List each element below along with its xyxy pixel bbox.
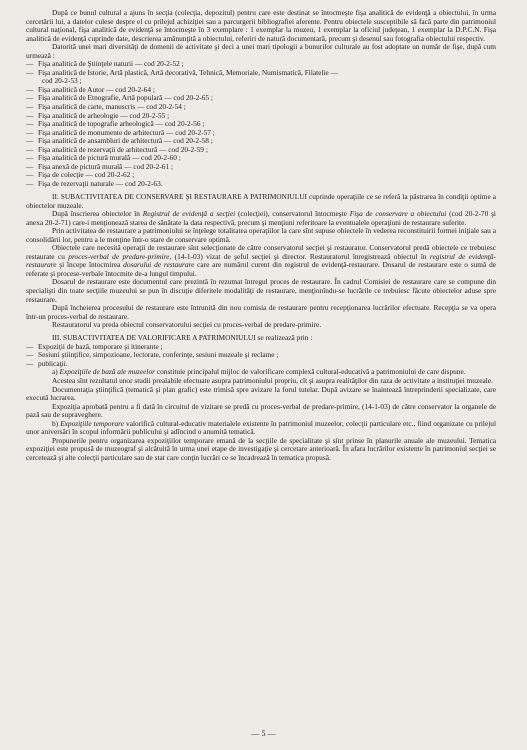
- list-item: — publicaţii.: [26, 358, 68, 368]
- section-iii-paragraph: Acestea sînt rezultatul unor studii prealabile efectuate asupra patrimoniului propriu, cît şi asupra realităţilor din raza de activitate a instituţiei muzeale.: [52, 375, 493, 385]
- section-iii-heading: III. SUBACTIVITATEA DE VALORIFICARE A PATRIMONIULUI se realizează prin :: [52, 333, 313, 343]
- section-ii-paragraph: Prin activitatea de restaurare a patrimoniului se înţelege totalitatea operaţiilor la care sînt supuse obiectele în vederea reconstituirii formei iniţiale sau a consolidării lor, pentru a le menţine într-o stare de conservare optimă.: [26, 226, 496, 244]
- diversity-paragraph: Datorită unei mari diversităţi de domenii de activitate şi deci a unei mari tipologii a bunurilor culturale au fost adoptate un număr de fişe, după cum urmează :: [26, 42, 496, 60]
- list-item: — Sesiuni ştiinţifice, simpozioane, lectorate, conferinţe, sesiuni muzeale şi reclame ;: [26, 350, 279, 360]
- section-ii-paragraph: După încheierea procesului de restaurare este întrunită din nou comisia de restaurare pentru recepţionarea lucrărilor efectuate. Recepţia se va opera într-un proces-verbal de restaurare.: [26, 303, 496, 321]
- list-item: — Fişa anexă de pictură murală — cod 20-2-61 ;: [26, 161, 173, 171]
- list-item: — Fişa analitică de monumente de arhitectură — cod 20-2-57 ;: [26, 127, 215, 137]
- list-item: — Fişa analitică de Istorie, Artă plastică, Artă decorativă, Tehnică, Memoriale, Numismatică, Filatelie — cod 20-2-53 ;: [26, 67, 338, 86]
- section-ii-paragraph: Dosarul de restaurare este documentul care prezintă în rezumat întregul proces de restaurare. În cadrul Comisiei de restaurare care se compune din specialişti din toate secţiile muzeului se pun în discuţie diferitele modalităţi de restaurare, menţionîndu-se lucrările ce trebuiesc făcute obiectelor aduse spre restaurare.: [26, 277, 496, 304]
- valorificare-list: [26, 343, 496, 369]
- list-item: — Fişa analitică de ansambluri de arhitectură — cod 20-2-58 ;: [26, 136, 213, 146]
- section-ii-heading: II. SUBACTIVITATEA DE CONSERVARE ŞI RESTAURARE A PATRIMONIULUI cuprinde operaţiile ce se referă la păstrarea în condiţii optime a obiectelor muzeale.: [26, 191, 496, 210]
- section-iii-paragraph: a) Expoziţiile de bază ale muzeelor constituie principalul mijloc de valorificare complexă cultural-educativă a patrimoniului de care dispune.: [52, 367, 466, 377]
- list-item: — Fişa analitică de Ştiinţele naturii — cod 20-2-52 ;: [26, 59, 184, 69]
- section-iii-paragraph: Documentaţia ştiinţifică (tematică şi plan grafic) este trimisă spre avizare la forul tutelar. După avizare se înaintează întreprinderii specializate, care execută lucrarea.: [26, 384, 496, 403]
- list-item: — Fişa de colecţie — cod 20-2-62 ;: [26, 170, 135, 180]
- list-item: — Fişa analitică de pictură murală — cod 20-2-60 ;: [26, 153, 181, 163]
- section-ii-paragraph: După înscrierea obiectelor în Registrul de evidenţă a secţiei (colecţiei), conservatorul întocmeşte Fişa de conservare a obiectului (cod 20-2-70 şi anexa 20-2-71) care-i menţionează starea de sănătate la data respectivă, precum şi menţiuni referitoare la eventualele operaţiuni de restaurare suferite.: [26, 209, 496, 227]
- page-number: — 5 —: [251, 729, 276, 738]
- fise-list: [26, 60, 496, 188]
- section-ii-paragraph: Obiectele care necesită operaţii de restaurare sînt selecţionate de către conservatorul secţiei şi restaurator. Conservatorul predă obiectele ce trebuiesc restaurate cu proces-verbal de predare-primire, (14-1-03) vizat de şeful secţiei şi director. Restauratorul înregistrează obiectul în registrul de evidenţă-restaurare şi începe întocmirea dosarului de restaurare care are numărul curent din registrul de evidenţă-restaurare. Dosarul de restaurare este o sumă de referate şi procese-verbale întocmite de-a lungul timpului.: [26, 243, 496, 278]
- section-iii-paragraph: b) Expoziţiile temporare valorifică cultural-educativ materialele existente în patrimoniul muzeelor, colecţii particulare etc., fiind organizate cu prilejul unor aniversări în scopul informării publicului şi adîncind o anumită tematică.: [26, 418, 496, 437]
- list-item: — Fişa analitică de rezervaţii de arhitectură — cod 20-2-59 ;: [26, 144, 208, 154]
- intro-paragraph: După ce bunul cultural a ajuns în secţia (colecţia, depozitul) pentru care este destinat se întocmeşte fişa analitică de evidenţă a obiectului, în urma cercetării lui, a datelor culese despre el cu prilejul achiziţiei sau a parcurgerii bibliografiei aferente. Pentru obiectele susceptibile să facă parte din patrimoniul cultural naţional, fişa analitică de evidenţă se întocmeşte în 3 exemplare : 1 exemplar la muzeu, 1 exemplar la oficiul judeţean, 1 exemplar la D.P.C.N. Fişa analitică de evidenţă cuprinde date, descrierea amănunţită a obiectului, referiri de natură documentară, precum şi desenul sau fotografia obiectului respectiv.: [26, 8, 496, 43]
- list-item: — Expoziţii de bază, temporare şi itinerante ;: [26, 341, 163, 351]
- list-item: — Fişa analitică de Autor — cod 20-2-64 ;: [26, 84, 155, 94]
- section-ii-paragraph: Restauratorul va preda obiectul conservatorului secţiei cu proces-verbal de predare-primire.: [52, 320, 322, 330]
- section-iii-paragraph: Propunerile pentru organizarea expoziţiilor temporare emană de la secţiile de specialitate şi sînt prinse în planurile anuale ale muzeului. Tematica expoziţiei este propusă de muzeograf şi alcătuită în urma unei etape de investigaţie şi cercetare anterioară. În afara lucrărilor existente în patrimoniul secţiei se cercetează şi alte colecţii particulare sau de stat care conţin lucrări ce se încadrează în tematica propusă.: [26, 435, 496, 462]
- list-item: — Fişa de rezervaţii naturale — cod 20-2-63.: [26, 178, 163, 188]
- list-item: — Fişa analitică de arheologie — cod 20-2-55 ;: [26, 110, 170, 120]
- list-item: — Fişa analitică de Etnografie, Artă populară — cod 20-2-65 ;: [26, 93, 213, 103]
- list-item: — Fişa analitică de carte, manuscris — cod 20-2-54 ;: [26, 102, 186, 112]
- list-item: — Fişa analitică de topografie arheologică — cod 20-2-56 ;: [26, 119, 205, 129]
- section-iii-paragraph: Expoziţia aprobată pentru a fi dată în circuitul de vizitare se predă cu proces-verbal de predare-primire, (14-1-03) de către conservator la organele de pază sau de supraveghere.: [26, 401, 496, 420]
